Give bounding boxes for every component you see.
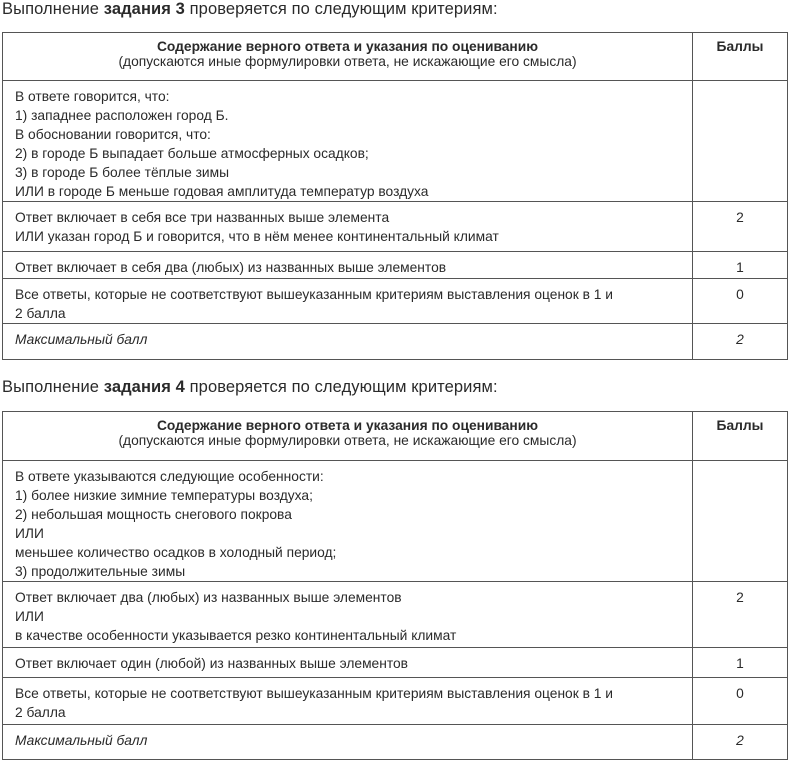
task-number: задания 4 [103,378,185,396]
heading-text: Выполнение [2,378,104,396]
score-header-label: Баллы [716,418,764,433]
criterion-line: 1) западнее расположен город Б. [15,108,229,123]
criterion-line: Максимальный балл [15,332,148,347]
table-row [3,202,788,252]
score-cell: 1 [693,252,788,279]
criterion-line: Максимальный балл [15,733,148,748]
table-header [3,412,788,461]
score-header [693,412,788,461]
table-row [3,461,788,582]
criteria-table [2,411,788,760]
criterion-cell [3,252,693,279]
criterion-cell [3,678,693,725]
criterion-line: ИЛИ указан город Б и говорится, что в нём менее континентальный климат [15,229,499,244]
criteria-table [2,32,788,360]
criterion-line: В ответе говорится, что: [15,89,170,104]
criterion-line: В обосновании говорится, что: [15,127,211,142]
table-row [3,725,788,760]
score-cell: 2 [693,202,788,252]
criterion-line: в качестве особенности указывается резко континентальный климат [15,628,457,643]
criterion-line: Ответ включает два (любых) из названных выше элементов [15,590,402,605]
header-subtitle: (допускаются иные формулировки ответа, не искажающие его смысла) [118,433,577,448]
content-header [3,33,693,81]
score-cell [693,461,788,582]
criterion-line: 2) в городе Б выпадает больше атмосферных осадков; [15,146,369,161]
table-row [3,582,788,648]
task-number: задания 3 [103,0,185,18]
table-row [3,678,788,725]
table-row [3,648,788,678]
score-header-label: Баллы [716,39,764,54]
criterion-line: 2 балла [15,306,66,321]
criterion-line: 2) небольшая мощность снегового покрова [15,507,292,522]
criterion-line: ИЛИ в городе Б меньше годовая амплитуда температур воздуха [15,184,429,199]
criterion-cell [3,202,693,252]
criterion-line: 1) более низкие зимние температуры воздуха; [15,488,313,503]
criterion-line: 3) в городе Б более тёплые зимы [15,165,230,180]
criterion-line: Все ответы, которые не соответствуют вышеуказанным критериям выставления оценок в 1 и [15,287,613,302]
criterion-cell [3,279,693,324]
table-row [3,279,788,324]
criterion-line: 3) продолжительные зимы [15,564,186,579]
score-cell: 2 [693,324,788,360]
score-cell: 1 [693,648,788,678]
criterion-line: 2 балла [15,705,66,720]
criterion-cell [3,324,693,360]
table-header [3,33,788,81]
criterion-cell [3,725,693,760]
score-cell [693,81,788,202]
criterion-cell [3,81,693,202]
criterion-line: Ответ включает в себя два (любых) из названных выше элементов [15,260,447,275]
section-heading [2,378,498,397]
criterion-line: ИЛИ [15,609,44,624]
criterion-line: меньшее количество осадков в холодный период; [15,545,337,560]
header-title: Содержание верного ответа и указания по оцениванию [156,39,539,54]
criterion-line: В ответе указываются следующие особенности: [15,469,324,484]
criterion-cell [3,582,693,648]
header-subtitle: (допускаются иные формулировки ответа, не искажающие его смысла) [118,54,577,69]
criterion-line: Все ответы, которые не соответствуют вышеуказанным критериям выставления оценок в 1 и [15,686,613,701]
table-row [3,324,788,360]
score-cell: 0 [693,678,788,725]
criterion-cell [3,461,693,582]
heading-text: Выполнение [2,0,104,18]
criterion-line: Ответ включает один (любой) из названных выше элементов [15,656,409,671]
score-cell: 0 [693,279,788,324]
section-heading [2,0,498,19]
score-header [693,33,788,81]
score-cell: 2 [693,725,788,760]
header-title: Содержание верного ответа и указания по оцениванию [156,418,539,433]
criterion-line: ИЛИ [15,526,44,541]
table-row [3,81,788,202]
heading-text: проверяется по следующим критериям: [184,0,498,18]
heading-text: проверяется по следующим критериям: [184,378,498,396]
criterion-cell [3,648,693,678]
criterion-line: Ответ включает в себя все три названных выше элемента [15,210,390,225]
content-header [3,412,693,461]
table-row [3,252,788,279]
score-cell: 2 [693,582,788,648]
